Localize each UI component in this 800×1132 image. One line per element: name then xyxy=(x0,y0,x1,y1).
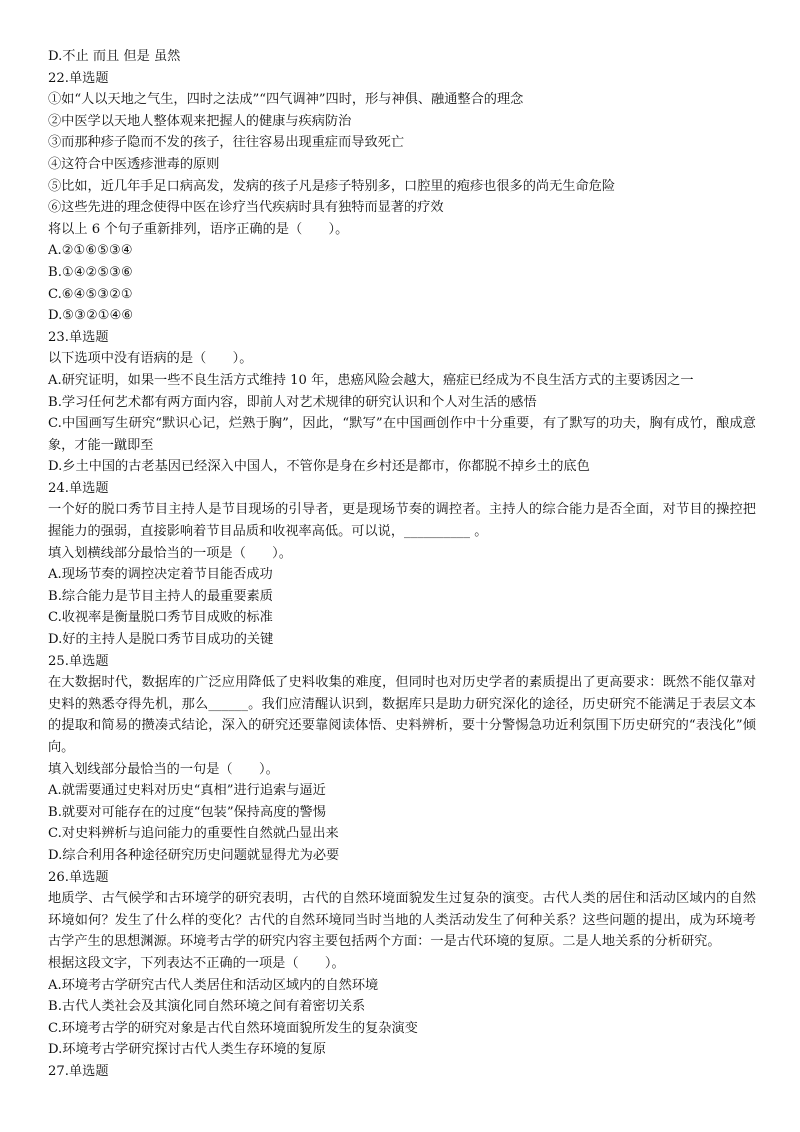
question-27 xyxy=(48,1061,756,1083)
option-a: A.就需要通过史料对历史“真相”进行追索与逼近 xyxy=(48,783,326,799)
sentence-3: ③而那种疹子隐而不发的孩子，往往容易出现重症而导致死亡 xyxy=(48,135,405,151)
document-page xyxy=(48,46,756,1083)
option-b: B.古代人类社会及其演化同自然环境之间有着密切关系 xyxy=(48,999,366,1015)
option-b: B.①④②⑤③⑥ xyxy=(48,264,133,280)
option-a: A.研究证明，如果一些不良生活方式维持 10 年，患癌风险会越大，癌症已经成为不良生活方式的主要诱因之一 xyxy=(48,372,694,388)
question-passage: 一个好的脱口秀节目主持人是节目现场的引导者，更是现场节奏的调控者。主持人的综合能力是否全面，对节目的操控把握能力的强弱，直接影响着节目品质和收视率高低。可以说，__________ 。 xyxy=(48,502,756,540)
q21-option-d: D.不止 而且 但是 虽然 xyxy=(48,49,181,64)
question-header: 23.单选题 xyxy=(48,329,109,345)
sentence-1: ①如“人以天地之气生，四时之法成”“四气调神”四时，形与神俱、融通整合的理念 xyxy=(48,92,524,108)
question-prompt: 填入划横线部分最恰当的一项是（ ）。 xyxy=(48,545,292,561)
option-a: A.②①⑥⑤③④ xyxy=(48,243,133,259)
question-prompt: 以下选项中没有语病的是（ ）。 xyxy=(48,351,253,367)
sentence-4: ④这符合中医透疹泄毒的原则 xyxy=(48,156,220,172)
option-d: D.⑤③②①④⑥ xyxy=(48,308,134,324)
question-25 xyxy=(48,651,756,867)
option-c: C.环境考古学的研究对象是古代自然环境面貌所发生的复杂演变 xyxy=(48,1020,418,1036)
question-header: 26.单选题 xyxy=(48,869,109,885)
question-prompt: 填入划线部分最恰当的一句是（ ）。 xyxy=(48,761,279,777)
question-header: 22.单选题 xyxy=(48,70,109,86)
option-c: C.对史料辨析与追问能力的重要性自然就凸显出来 xyxy=(48,826,339,842)
option-c: C.中国画写生研究“默识心记，烂熟于胸”，因此，“默写”在中国画创作中十分重要，有了默写的功夫，胸有成竹，酿成意象，才能一蹴即至 xyxy=(48,416,756,453)
question-passage: 地质学、古气候学和古环境学的研究表明，古代的自然环境面貌发生过复杂的演变。古代人类的居住和活动区域内的自然环境如何？发生了什么样的变化？古代的自然环境同当时当地的人类活动发生了何种关系？这些问题的提出，成为环境考古学产生的思想渊源。环境考古学的研究内容主要包括两个方面：一是古代环境的复原。二是人地关系的分析研究。 xyxy=(48,891,756,950)
option-c: C.收视率是衡量脱口秀节目成败的标准 xyxy=(48,610,273,626)
sentence-5: ⑤比如，近几年手足口病高发，发病的孩子凡是疹子特别多，口腔里的疱疹也很多的尚无生命危险 xyxy=(48,178,616,194)
option-b: B.学习任何艺术都有两方面内容，即前人对艺术规律的研究认识和个人对生活的感悟 xyxy=(48,394,537,410)
question-prompt: 将以上 6 个句子重新排列，语序正确的是（ ）。 xyxy=(48,221,349,237)
option-d: D.好的主持人是脱口秀节目成功的关键 xyxy=(48,632,274,648)
option-b: B.就要对可能存在的过度“包装”保持高度的警惕 xyxy=(48,804,326,820)
sentence-2: ②中医学以天地人整体观来把握人的健康与疾病防治 xyxy=(48,113,352,129)
question-23 xyxy=(48,327,756,478)
question-22 xyxy=(48,68,756,327)
question-prompt: 根据这段文字，下列表达不正确的一项是（ ）。 xyxy=(48,955,345,971)
question-26 xyxy=(48,867,756,1061)
option-a: A.现场节奏的调控决定着节目能否成功 xyxy=(48,567,273,583)
question-header: 25.单选题 xyxy=(48,653,109,669)
question-24 xyxy=(48,478,756,651)
option-d: D.乡土中国的古老基因已经深入中国人，不管你是身在乡村还是都市，你都脱不掉乡土的底色 xyxy=(48,459,590,475)
sentence-6: ⑥这些先进的理念使得中医在诊疗当代疾病时具有独特而显著的疗效 xyxy=(48,200,444,216)
question-header: 24.单选题 xyxy=(48,480,109,496)
option-d: D.综合利用各种途径研究历史问题就显得尤为必要 xyxy=(48,847,340,863)
option-b: B.综合能力是节目主持人的最重要素质 xyxy=(48,588,273,604)
option-d: D.环境考古学研究探讨古代人类生存环境的复原 xyxy=(48,1042,327,1058)
option-c: C.⑥④⑤③②① xyxy=(48,286,133,302)
question-header: 27.单选题 xyxy=(48,1063,109,1079)
question-passage: 在大数据时代，数据库的广泛应用降低了史料收集的难度，但同时也对历史学者的素质提出了更高要求：既然不能仅靠对史料的熟悉夺得先机，那么______。我们应清醒认识到，数据库只是助力研究深化的途径，历史研究不能满足于表层文本的提取和简易的攒凑式结论，深入的研究还要靠阅读体悟、史料辨析，要十分警惕急功近利氛围下历史研究的“表浅化”倾向。 xyxy=(48,675,756,755)
option-a: A.环境考古学研究古代人类居住和活动区域内的自然环境 xyxy=(48,977,379,993)
